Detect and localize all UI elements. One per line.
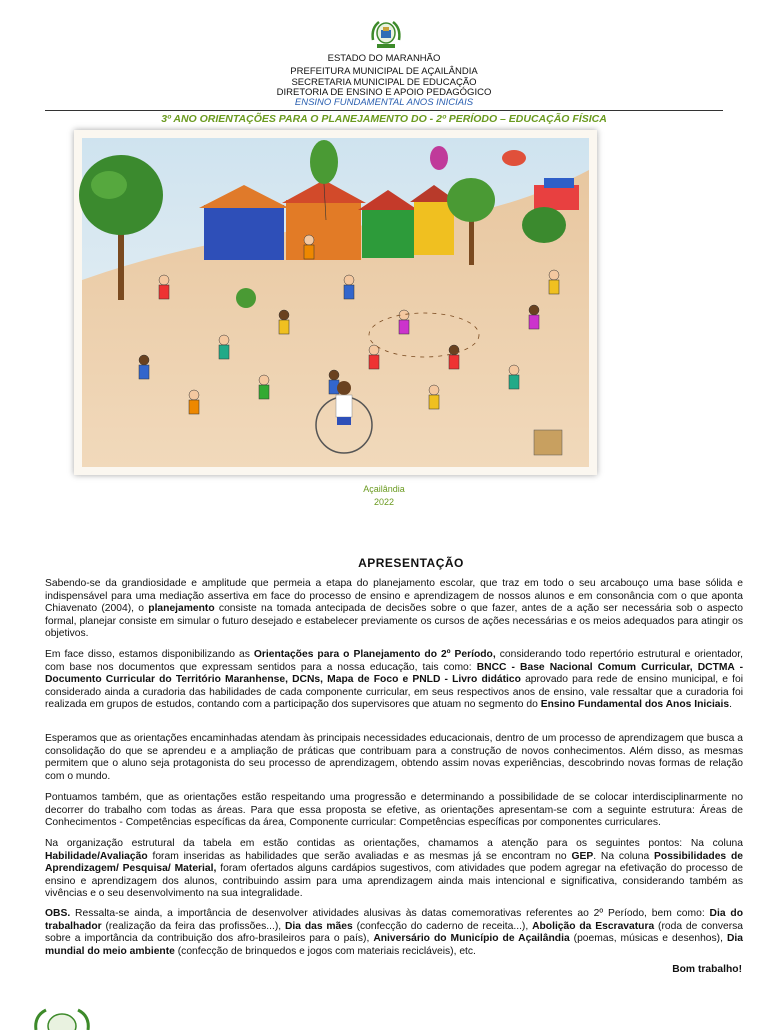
p1-text-2: consiste na tomada antecipada de decisões sobre o que fazer, antes de a ação ser necessária sob o aspecto formal, planejar consiste em simular o futuro desejado e estabelecer previamente os cursos de ações necessárias e os meios adequados para atingir os objetivos. bbox=[45, 603, 743, 640]
signoff: Bom trabalho! bbox=[672, 964, 742, 975]
header-state: ESTADO DO MARANHÃO bbox=[327, 53, 441, 64]
p2-bold-2: BNCC - Base Nacional Comum Curricular, DCTMA - Documento Curricular do Território Maranhense, DCNs, Mapa de Foco e PNLD - Livro didático bbox=[45, 661, 743, 686]
section-heading: APRESENTAÇÃO bbox=[358, 556, 464, 570]
p5-bold-1: Habilidade/Avaliação bbox=[45, 850, 148, 862]
caption-year: 2022 bbox=[373, 497, 395, 507]
p5-text-4: foram ofertados alguns cardápios sugestivos, com atividades que podem agregar na efetivação do processo de ensino e aprendizagem dos alunos, contribuindo assim para uma aprendizagem ainda mais intencional e significativa, considerando também as vivências e o seu desenvolvimento na sua integralidade. bbox=[45, 863, 743, 900]
p2-text-3: aprovado para rede de ensino municipal, e foi considerado ainda a curadoria das habilidades de cada componente curricular, em seus respectivos anos de ensino, vale ressaltar que a curadoria foi realizada em grupos de estudos, contando com a participação dos supervisores que atuam no segmento do bbox=[45, 674, 743, 711]
paragraph-4: Pontuamos também, que as orientações estão respeitando uma progressão e determinando a possibilidade de se colocar interdisciplinarmente no decorrer do trabalho com todas as áreas. Para que essa proposta se efetive, as orientações apresentam-se com a seguinte estrutura: Áreas de Conhecimentos - Competências específicas da área, Componente curricular: Competências específicas por componentes curriculares. bbox=[45, 792, 743, 829]
p6-text-2: (realização da feira das profissões...), bbox=[101, 920, 285, 932]
p2-bold-1: Orientações para o Planejamento do 2º Período, bbox=[253, 649, 496, 660]
p5-text-3: . Na coluna bbox=[593, 850, 655, 862]
paragraph-1 bbox=[45, 578, 743, 641]
p6-text-4: (roda de conversa sobre a importância da contribuição dos afro-brasileiros para o país), bbox=[45, 920, 743, 945]
p6-text-6: (confecção de brinquedos e jogos com materiais recicláveis), etc. bbox=[174, 945, 476, 957]
p5-text-2: foram inseridas as habilidades que serão avaliadas e as mesmas já se encontram no bbox=[147, 850, 572, 862]
p2-text-4: . bbox=[729, 699, 732, 711]
p1-text-1: Sabendo-se da grandiosidade e amplitude que permeia a etapa do planejamento escolar, que traz em todo o seu arcabouço uma base sólida e indispensável para uma mediação assertiva em face do processo de ensino e aprendizagem de nossos alunos e em consonância com o que aponta Chiavenato (2004), o bbox=[45, 578, 743, 615]
paragraph-5 bbox=[45, 838, 743, 901]
document-subtitle: 3º ANO ORIENTAÇÕES PARA O PLANEJAMENTO DO - 2º PERÍODO – EDUCAÇÃO FÍSICA bbox=[161, 113, 607, 125]
p1-bold-1: planejamento bbox=[148, 603, 215, 615]
children-playing-painting bbox=[74, 130, 597, 475]
paragraph-2 bbox=[45, 649, 743, 712]
p5-text-1: Na organização estrutural da tabela em estão contidas as orientações, chamamos a atenção para os seguintes pontos: Na coluna bbox=[45, 838, 743, 849]
p6-bold-5: Aniversário do Município de Açailândia bbox=[373, 933, 570, 945]
paragraph-6 bbox=[45, 908, 743, 958]
header-ensino: ENSINO FUNDAMENTAL ANOS INICIAIS bbox=[294, 97, 474, 108]
header-diretoria: DIRETORIA DE ENSINO E APOIO PEDAGÓGICO bbox=[276, 87, 492, 98]
p6-text-1: Ressalta-se ainda, a importância de desenvolver atividades alusivas às datas comemorativas referentes ao 2º Período, bem como: bbox=[70, 908, 710, 919]
municipal-crest-icon bbox=[369, 18, 403, 50]
paragraph-3: Esperamos que as orientações encaminhadas atendam às principais necessidades educacionais, dentro de um processo de aprendizagem que busca a consolidação do que se aprendeu e a ampliação de práticas que contribuam para a construção de novos conhecimentos. Além disso, as mesmas permitem que o aluno seja protagonista do seu processo de aprendizagem, obtendo assim novas experiências, descobrindo novas formas de relação com o mundo. bbox=[45, 733, 743, 782]
p6-bold-4: Abolição da Escravatura bbox=[532, 920, 655, 932]
p6-bold-2: Dia do trabalhador bbox=[45, 908, 743, 932]
p6-bold-6: Dia mundial do meio ambiente bbox=[45, 933, 743, 957]
header-divider bbox=[45, 110, 723, 111]
header-secretaria: SECRETARIA MUNICIPAL DE EDUCAÇÃO bbox=[291, 77, 477, 88]
p2-text-2: considerando todo repertório estrutural e orientador, com base nos documentos que expressam sentidos para a nossa educação, tais como: bbox=[45, 649, 743, 673]
caption-city: Açailândia bbox=[363, 484, 405, 494]
p6-bold-3: Dia das mães bbox=[284, 920, 353, 932]
p2-text-1: Em face disso, estamos disponibilizando as bbox=[45, 649, 254, 660]
p5-bold-2: GEP bbox=[571, 850, 594, 862]
header-prefeitura: PREFEITURA MUNICIPAL DE AÇAILÂNDIA bbox=[290, 66, 478, 77]
p6-bold-1: OBS. bbox=[45, 908, 71, 919]
p6-text-3: (confecção do caderno de receita...), bbox=[352, 920, 533, 932]
p2-bold-3: Ensino Fundamental dos Anos Iniciais bbox=[540, 699, 730, 711]
p6-text-5: (poemas, músicas e desenhos), bbox=[569, 933, 727, 945]
laurel-logo-icon bbox=[30, 1006, 94, 1030]
p5-bold-3: Possibilidades de Aprendizagem/ Pesquisa/ Material, bbox=[45, 850, 743, 875]
